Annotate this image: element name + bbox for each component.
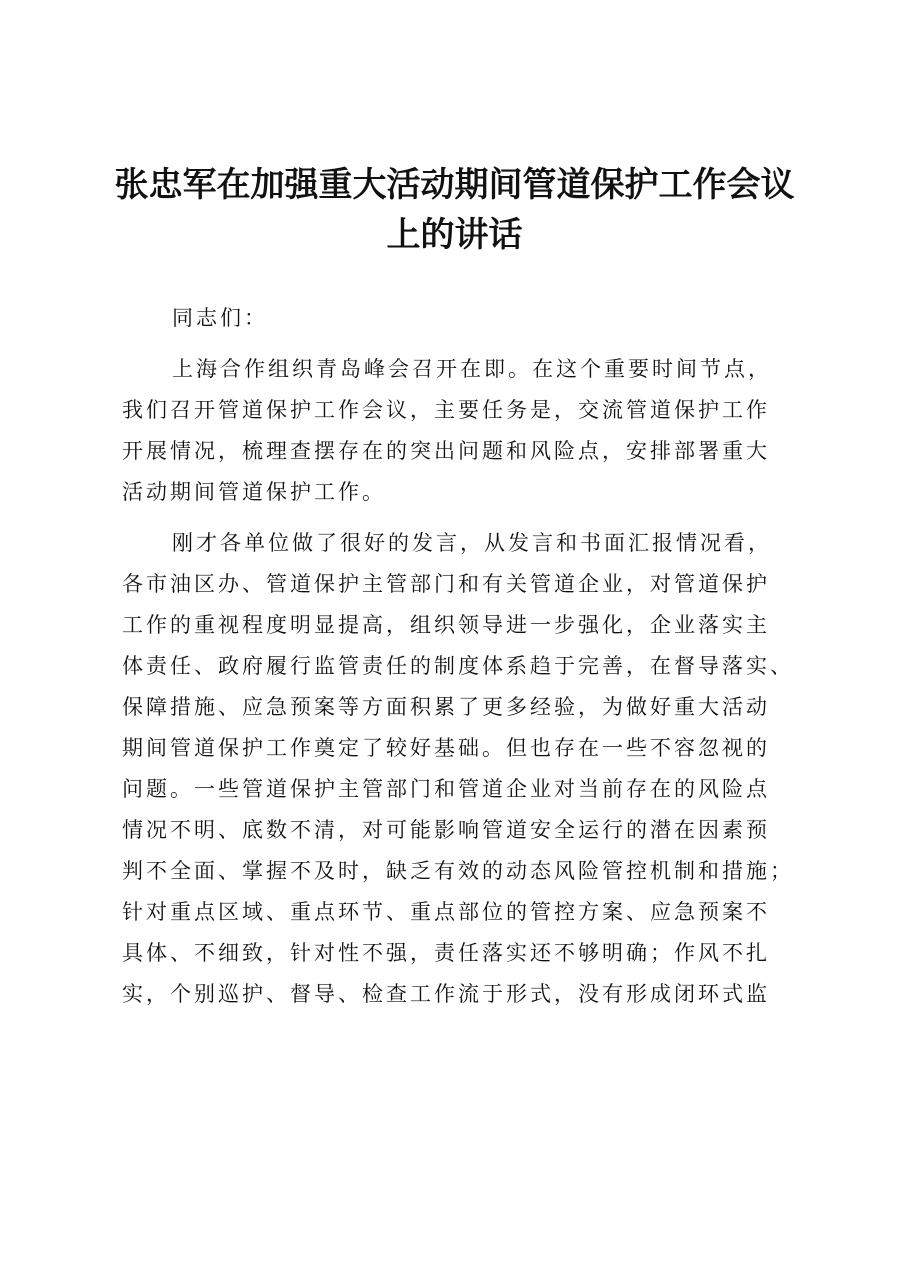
document-title <box>100 160 809 260</box>
title-line-1: 张忠军在加强重大活动期间管道保护工作会议 <box>114 165 795 205</box>
paragraph-2 <box>122 523 802 1015</box>
salutation: 同志们： <box>172 306 268 330</box>
paragraph-line: 我们召开管道保护工作会议，主要任务是，交流管道保护工作 <box>122 398 770 422</box>
paragraph-line: 问题。一些管道保护主管部门和管道企业对当前存在的风险点 <box>122 777 770 801</box>
paragraph-1 <box>122 349 802 513</box>
title-line-2: 上的讲话 <box>386 215 523 255</box>
paragraph-line: 保障措施、应急预案等方面积累了更多经验，为做好重大活动 <box>122 695 770 719</box>
paragraph-line: 上海合作组织青岛峰会召开在即。在这个重要时间节点， <box>172 357 772 381</box>
paragraph-line: 针对重点区域、重点环节、重点部位的管控方案、应急预案不 <box>122 900 770 924</box>
paragraph-line: 开展情况，梳理查摆存在的突出问题和风险点，安排部署重大 <box>122 439 770 463</box>
paragraph-line: 各市油区办、管道保护主管部门和有关管道企业，对管道保护 <box>122 572 770 596</box>
paragraph-line: 工作的重视程度明显提高，组织领导进一步强化，企业落实主 <box>122 613 770 637</box>
paragraph-line: 体责任、政府履行监管责任的制度体系趋于完善，在督导落实、 <box>122 654 794 678</box>
paragraph-line: 具体、不细致，针对性不强，责任落实还不够明确；作风不扎 <box>122 941 770 965</box>
document-body <box>122 298 802 1015</box>
paragraph-line: 期间管道保护工作奠定了较好基础。但也存在一些不容忽视的 <box>122 736 770 760</box>
paragraph-line: 情况不明、底数不清，对可能影响管道安全运行的潜在因素预 <box>122 818 770 842</box>
paragraph-line: 活动期间管道保护工作。 <box>122 480 386 504</box>
paragraph-line: 刚才各单位做了很好的发言，从发言和书面汇报情况看， <box>172 531 772 555</box>
paragraph-line: 实，个别巡护、督导、检查工作流于形式，没有形成闭环式监 <box>122 982 770 1006</box>
paragraph-line: 判不全面、掌握不及时，缺乏有效的动态风险管控机制和措施； <box>122 859 794 883</box>
